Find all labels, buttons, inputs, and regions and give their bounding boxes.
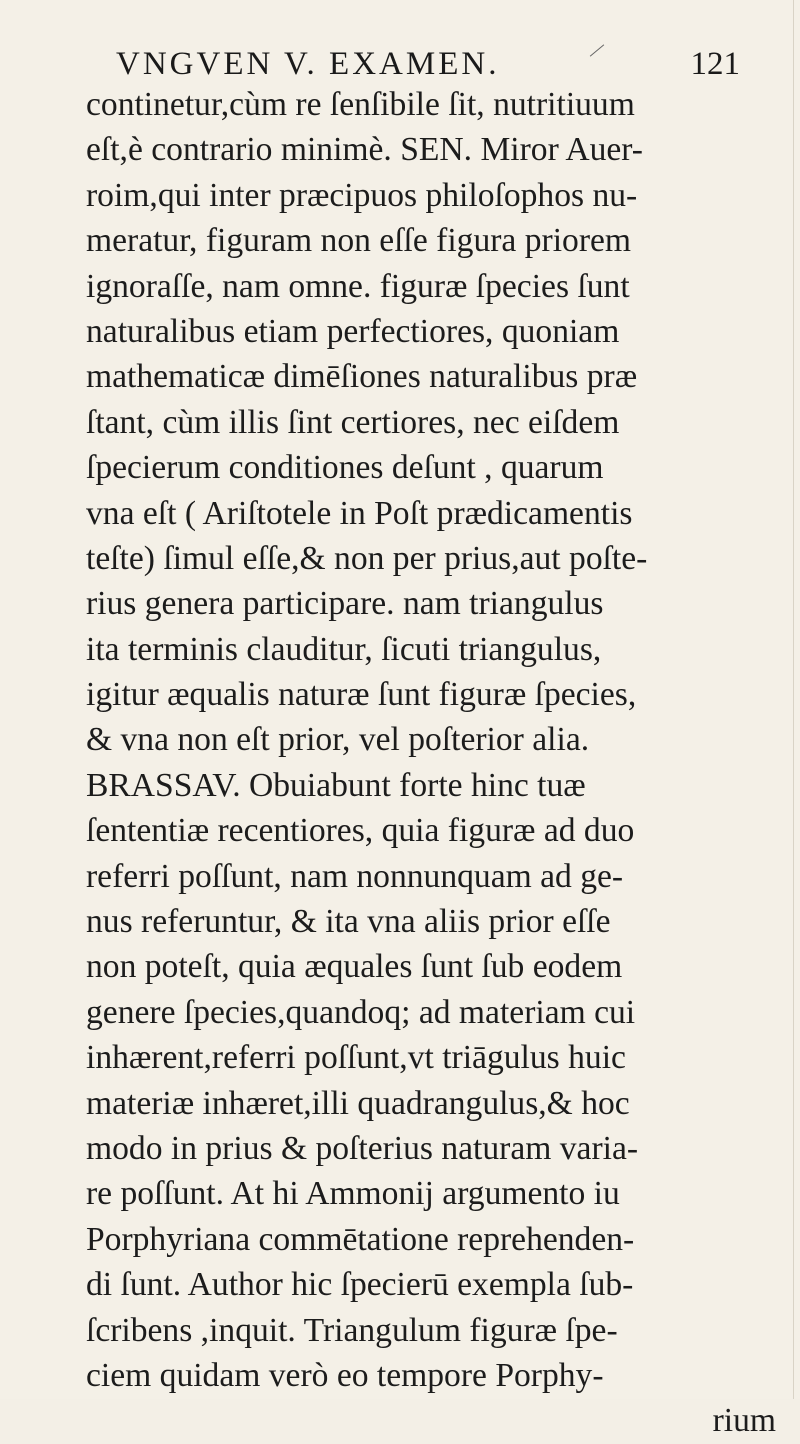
text-line: ſpecierum conditiones deſunt , quarum: [86, 449, 604, 487]
text-line: di ſunt. Author hic ſpecierū exempla ſub-: [86, 1266, 634, 1304]
text-line: rius genera participare. nam triangulus: [86, 585, 604, 623]
text-line: meratur, figuram non eſſe figura priorem: [86, 222, 632, 260]
text-line: & vna non eſt prior, vel poſterior alia.: [86, 721, 590, 759]
text-line: continetur,cùm re ſenſibile ſit, nutritiuum: [86, 86, 635, 123]
text-line: modo in prius & poſterius naturam varia-: [86, 1129, 639, 1167]
text-line: ciem quidam verò eo tempore Porphy-: [86, 1356, 604, 1394]
text-line: referri poſſunt, nam nonnunquam ad ge-: [86, 857, 624, 895]
text-line: ita terminis clauditur, ſicuti triangulus,: [86, 630, 602, 668]
text-line: naturalibus etiam perfectiores, quoniam: [86, 312, 620, 350]
text-line: teſte) ſimul eſſe,& non per prius,aut poſte-: [86, 539, 648, 577]
body-text: [86, 82, 776, 1444]
text-line: materiæ inhæret,illi quadrangulus,& hoc: [86, 1084, 630, 1122]
text-line: Porphyriana commētatione reprehenden-: [86, 1220, 635, 1258]
text-line: genere ſpecies,quandoq; ad materiam cui: [86, 993, 636, 1031]
text-line: non poteſt, quia æquales ſunt ſub eodem: [86, 948, 623, 986]
running-header: [0, 46, 800, 86]
mark-tick: [590, 44, 604, 56]
text-line: re poſſunt. At hi Ammonij argumento iu: [86, 1175, 620, 1213]
text-line: mathematicæ dimēſiones naturalibus præ: [86, 358, 638, 396]
text-line: eſt,è contrario minimè. SEN. Miror Auer-: [86, 131, 643, 169]
running-title: VNGVEN V. EXAMEN.: [116, 46, 500, 82]
text-line: ſcribens ,inquit. Triangulum figuræ ſpe-: [86, 1311, 618, 1349]
text-line: vna eſt ( Ariſtotele in Poſt prædicamentis: [86, 494, 633, 532]
text-line: igitur æqualis naturæ ſunt figuræ ſpecies,: [86, 676, 637, 714]
catchword: rium: [712, 1402, 776, 1440]
text-line: ignoraſſe, nam omne. figuræ ſpecies ſunt: [86, 267, 630, 305]
text-line: ſtant, cùm illis ſint certiores, nec eiſdem: [86, 403, 620, 441]
text-line: roim,qui inter præcipuos philoſophos nu-: [86, 176, 638, 214]
page-edge: [793, 0, 794, 1399]
text-line: inhærent,referri poſſunt,vt triāgulus huic: [86, 1039, 626, 1077]
page-number: 121: [690, 46, 740, 82]
text-line: BRASSAV. Obuiabunt forte hinc tuæ: [86, 766, 586, 804]
text-line: nus referuntur, & ita vna aliis prior eſſe: [86, 903, 611, 941]
text-line: ſententiæ recentiores, quia figuræ ad duo: [86, 812, 635, 850]
